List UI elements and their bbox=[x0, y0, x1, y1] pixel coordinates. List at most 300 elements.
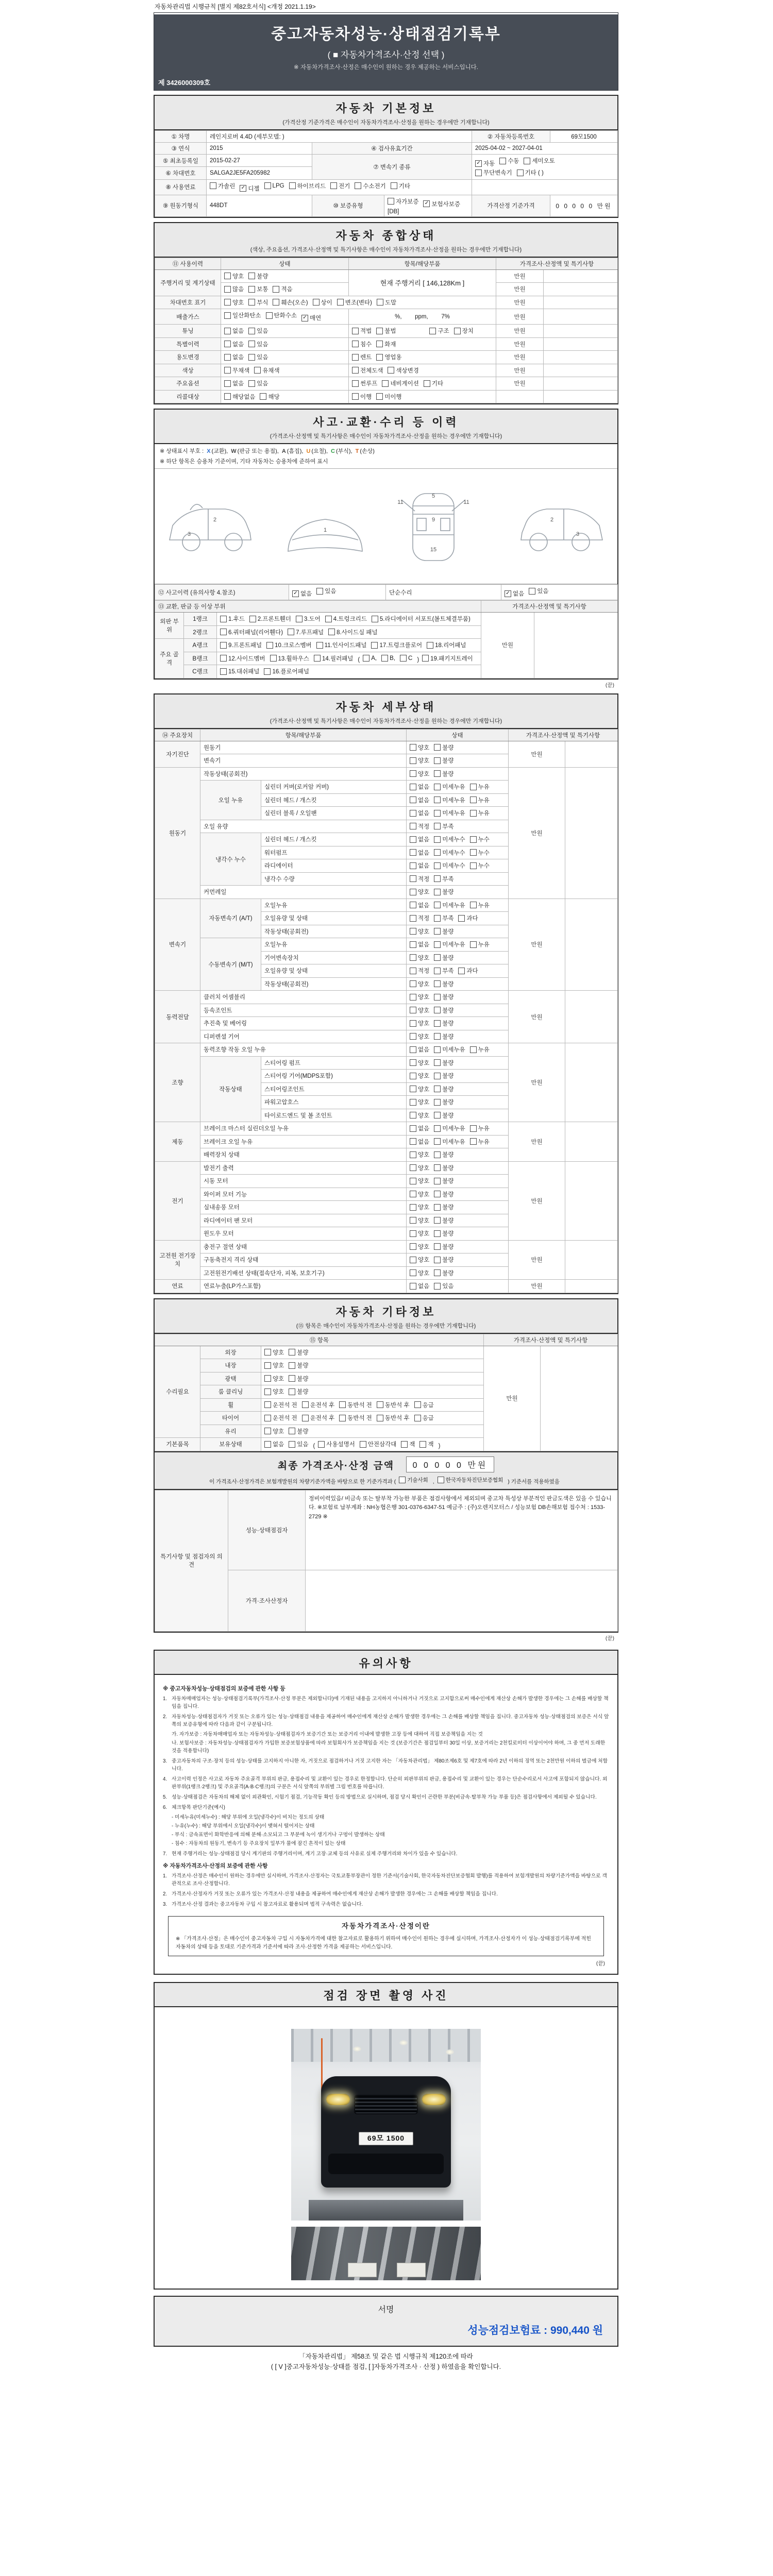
checkbox-item[interactable] bbox=[410, 1006, 429, 1014]
checkbox-item[interactable] bbox=[410, 756, 429, 765]
checkbox-item[interactable] bbox=[220, 654, 265, 663]
checkbox-item[interactable] bbox=[434, 1019, 453, 1027]
checkbox-item[interactable] bbox=[410, 980, 429, 988]
checkbox-item[interactable] bbox=[505, 589, 524, 598]
checkbox-item[interactable] bbox=[273, 298, 308, 307]
checkbox[interactable] bbox=[264, 1441, 271, 1448]
checkbox[interactable] bbox=[224, 393, 231, 400]
checkbox-item[interactable] bbox=[434, 1243, 453, 1251]
checkbox-item[interactable] bbox=[264, 1440, 284, 1448]
checkbox-item[interactable] bbox=[224, 272, 244, 280]
checkbox-item[interactable] bbox=[220, 641, 262, 649]
checkbox[interactable] bbox=[273, 286, 279, 293]
checkbox-item[interactable] bbox=[410, 901, 429, 909]
checkbox[interactable] bbox=[264, 668, 271, 675]
checkbox-item[interactable] bbox=[434, 927, 453, 936]
checkbox-item[interactable] bbox=[339, 1401, 372, 1409]
checkbox[interactable] bbox=[410, 994, 416, 1001]
checkbox[interactable] bbox=[355, 182, 361, 189]
checkbox[interactable] bbox=[352, 380, 359, 387]
checkbox[interactable] bbox=[220, 668, 227, 675]
checkbox[interactable] bbox=[410, 1243, 416, 1250]
checkbox-item[interactable] bbox=[410, 1190, 429, 1198]
checkbox-item[interactable] bbox=[410, 809, 429, 817]
checkbox-item[interactable] bbox=[434, 914, 453, 922]
checkbox-item[interactable] bbox=[224, 366, 249, 375]
checkbox-item[interactable] bbox=[339, 1414, 372, 1422]
checkbox-item[interactable] bbox=[434, 743, 453, 752]
checkbox-item[interactable] bbox=[248, 327, 268, 335]
checkbox[interactable] bbox=[438, 1477, 444, 1483]
checkbox-item[interactable] bbox=[381, 655, 395, 662]
checkbox[interactable] bbox=[529, 588, 535, 595]
checkbox[interactable] bbox=[470, 902, 477, 908]
checkbox-item[interactable] bbox=[220, 667, 259, 675]
checkbox-item[interactable] bbox=[372, 615, 470, 623]
checkbox[interactable] bbox=[264, 1401, 271, 1408]
checkbox-item[interactable] bbox=[410, 861, 429, 870]
checkbox[interactable] bbox=[391, 182, 397, 189]
checkbox-item[interactable] bbox=[410, 1216, 429, 1225]
checkbox-item[interactable] bbox=[434, 861, 465, 870]
checkbox-item[interactable] bbox=[434, 796, 465, 804]
checkbox-item[interactable] bbox=[434, 822, 453, 831]
checkbox[interactable] bbox=[224, 328, 231, 334]
checkbox[interactable] bbox=[434, 1020, 441, 1027]
checkbox[interactable] bbox=[410, 823, 416, 829]
checkbox[interactable] bbox=[434, 823, 441, 829]
checkbox[interactable] bbox=[352, 367, 359, 374]
checkbox[interactable] bbox=[224, 341, 231, 347]
checkbox-item[interactable] bbox=[470, 1124, 490, 1132]
checkbox[interactable] bbox=[422, 655, 429, 662]
checkbox[interactable] bbox=[517, 170, 524, 176]
checkbox[interactable] bbox=[410, 1230, 416, 1237]
checkbox[interactable] bbox=[434, 954, 441, 961]
checkbox[interactable] bbox=[410, 1164, 416, 1171]
checkbox[interactable] bbox=[316, 588, 323, 595]
checkbox-item[interactable] bbox=[352, 327, 372, 335]
checkbox-item[interactable] bbox=[264, 1427, 284, 1435]
checkbox[interactable] bbox=[382, 380, 389, 387]
checkbox[interactable] bbox=[434, 1204, 441, 1211]
checkbox[interactable] bbox=[376, 341, 383, 347]
checkbox-item[interactable] bbox=[377, 1401, 410, 1409]
checkbox[interactable] bbox=[376, 393, 383, 400]
checkbox[interactable] bbox=[254, 367, 261, 374]
checkbox[interactable] bbox=[410, 1046, 416, 1053]
checkbox[interactable] bbox=[434, 1086, 441, 1092]
checkbox[interactable] bbox=[372, 616, 378, 622]
checkbox[interactable] bbox=[470, 810, 477, 817]
checkbox[interactable] bbox=[224, 354, 231, 361]
checkbox[interactable] bbox=[410, 1020, 416, 1027]
checkbox-item[interactable] bbox=[210, 182, 235, 190]
checkbox[interactable] bbox=[434, 1125, 441, 1132]
checkbox[interactable] bbox=[434, 862, 441, 869]
checkbox-item[interactable] bbox=[434, 967, 453, 975]
checkbox[interactable] bbox=[434, 1151, 441, 1158]
checkbox-item[interactable] bbox=[524, 157, 554, 165]
checkbox-item[interactable] bbox=[266, 641, 312, 649]
checkbox-item[interactable] bbox=[434, 1269, 453, 1277]
checkbox[interactable] bbox=[400, 655, 407, 662]
checkbox[interactable] bbox=[325, 616, 332, 622]
checkbox-item[interactable] bbox=[355, 182, 385, 190]
checkbox-item[interactable] bbox=[376, 327, 396, 335]
checkbox[interactable] bbox=[381, 655, 388, 662]
checkbox-item[interactable] bbox=[410, 875, 429, 883]
checkbox[interactable] bbox=[248, 354, 255, 361]
checkbox-item[interactable] bbox=[410, 1229, 429, 1238]
checkbox[interactable] bbox=[264, 1428, 271, 1434]
checkbox[interactable] bbox=[410, 862, 416, 869]
checkbox-item[interactable] bbox=[410, 1019, 429, 1027]
checkbox-item[interactable] bbox=[292, 589, 312, 598]
checkbox-item[interactable] bbox=[296, 615, 321, 623]
checkbox[interactable] bbox=[316, 642, 323, 649]
checkbox-item[interactable] bbox=[434, 954, 453, 962]
checkbox[interactable] bbox=[470, 784, 477, 790]
checkbox-item[interactable] bbox=[224, 298, 244, 307]
checkbox-item[interactable] bbox=[434, 1124, 465, 1132]
checkbox-item[interactable] bbox=[423, 200, 460, 208]
checkbox[interactable] bbox=[470, 1138, 477, 1145]
checkbox[interactable] bbox=[266, 642, 273, 649]
checkbox-item[interactable] bbox=[529, 587, 548, 595]
checkbox-item[interactable] bbox=[264, 1401, 297, 1409]
checkbox[interactable] bbox=[414, 1415, 421, 1421]
checkbox[interactable] bbox=[434, 1112, 441, 1118]
checkbox-item[interactable] bbox=[434, 980, 453, 988]
checkbox-item[interactable] bbox=[410, 1124, 429, 1132]
checkbox[interactable] bbox=[424, 380, 430, 387]
checkbox-item[interactable] bbox=[410, 1243, 429, 1251]
checkbox[interactable] bbox=[434, 796, 441, 803]
checkbox-item[interactable] bbox=[410, 1150, 429, 1159]
checkbox-item[interactable] bbox=[434, 835, 465, 843]
checkbox[interactable] bbox=[410, 757, 416, 764]
checkbox[interactable] bbox=[266, 312, 273, 319]
checkbox-item[interactable] bbox=[410, 835, 429, 843]
checkbox[interactable] bbox=[264, 182, 271, 189]
checkbox[interactable] bbox=[434, 1046, 441, 1053]
checkbox-item[interactable] bbox=[260, 393, 279, 401]
checkbox[interactable] bbox=[248, 286, 255, 293]
checkbox-item[interactable] bbox=[434, 1190, 453, 1198]
checkbox-item[interactable] bbox=[316, 641, 367, 649]
checkbox[interactable] bbox=[410, 1086, 416, 1092]
checkbox[interactable] bbox=[410, 1073, 416, 1079]
checkbox[interactable] bbox=[434, 784, 441, 790]
checkbox[interactable] bbox=[434, 1178, 441, 1184]
checkbox-item[interactable] bbox=[377, 298, 396, 307]
checkbox[interactable] bbox=[377, 1401, 383, 1408]
checkbox-item[interactable] bbox=[266, 311, 297, 319]
checkbox-item[interactable] bbox=[414, 1401, 434, 1409]
checkbox-item[interactable] bbox=[410, 1138, 429, 1146]
checkbox-item[interactable] bbox=[289, 1387, 308, 1396]
checkbox[interactable] bbox=[434, 928, 441, 935]
checkbox[interactable] bbox=[264, 1415, 271, 1421]
checkbox[interactable] bbox=[470, 849, 477, 856]
checkbox-item[interactable] bbox=[427, 641, 466, 649]
checkbox-item[interactable] bbox=[289, 1375, 308, 1383]
checkbox[interactable] bbox=[410, 744, 416, 751]
checkbox-item[interactable] bbox=[414, 1414, 434, 1422]
checkbox[interactable]: ✓ bbox=[292, 590, 299, 597]
checkbox[interactable] bbox=[224, 299, 231, 306]
checkbox[interactable] bbox=[248, 273, 255, 279]
checkbox-item[interactable] bbox=[434, 1032, 453, 1041]
checkbox-item[interactable] bbox=[337, 298, 372, 307]
checkbox[interactable] bbox=[318, 1441, 325, 1448]
checkbox-item[interactable] bbox=[410, 1164, 429, 1172]
checkbox-item[interactable] bbox=[410, 1282, 429, 1290]
checkbox-item[interactable] bbox=[410, 822, 429, 831]
checkbox-item[interactable] bbox=[475, 159, 495, 167]
checkbox-item[interactable] bbox=[264, 1361, 284, 1369]
checkbox[interactable] bbox=[314, 655, 321, 662]
checkbox-item[interactable] bbox=[224, 379, 244, 387]
checkbox[interactable] bbox=[401, 1441, 408, 1448]
checkbox-item[interactable] bbox=[248, 298, 268, 307]
checkbox-item[interactable] bbox=[410, 954, 429, 962]
checkbox[interactable] bbox=[352, 328, 359, 334]
checkbox[interactable]: ✓ bbox=[423, 200, 430, 207]
checkbox[interactable] bbox=[270, 655, 277, 662]
checkbox-item[interactable] bbox=[352, 379, 377, 387]
checkbox-item[interactable] bbox=[264, 1375, 284, 1383]
checkbox[interactable] bbox=[289, 1388, 295, 1395]
checkbox[interactable] bbox=[224, 312, 231, 319]
checkbox-item[interactable] bbox=[224, 353, 244, 361]
checkbox-item[interactable] bbox=[270, 654, 309, 663]
checkbox[interactable]: ✓ bbox=[301, 315, 308, 321]
checkbox-item[interactable] bbox=[434, 1150, 453, 1159]
checkbox-item[interactable] bbox=[401, 1440, 415, 1448]
checkbox[interactable] bbox=[220, 629, 227, 635]
checkbox-item[interactable] bbox=[302, 1414, 335, 1422]
checkbox-item[interactable] bbox=[248, 379, 268, 387]
checkbox-item[interactable] bbox=[470, 940, 490, 948]
checkbox[interactable] bbox=[377, 1415, 383, 1421]
checkbox-item[interactable] bbox=[434, 1059, 453, 1067]
checkbox-item[interactable] bbox=[352, 366, 383, 375]
checkbox-item[interactable] bbox=[400, 655, 412, 662]
checkbox[interactable] bbox=[410, 902, 416, 908]
checkbox[interactable]: ✓ bbox=[505, 590, 511, 597]
checkbox[interactable] bbox=[458, 968, 465, 974]
checkbox[interactable] bbox=[260, 393, 266, 400]
checkbox-item[interactable] bbox=[410, 743, 429, 752]
checkbox-item[interactable] bbox=[434, 1164, 453, 1172]
checkbox[interactable] bbox=[224, 380, 231, 387]
checkbox-item[interactable] bbox=[434, 1111, 453, 1120]
checkbox-item[interactable] bbox=[410, 770, 429, 778]
checkbox-item[interactable] bbox=[273, 285, 292, 293]
checkbox-item[interactable] bbox=[352, 393, 372, 401]
checkbox[interactable] bbox=[434, 1073, 441, 1079]
checkbox-item[interactable] bbox=[434, 1138, 465, 1146]
checkbox[interactable] bbox=[289, 1441, 295, 1448]
checkbox-item[interactable] bbox=[434, 993, 453, 1001]
checkbox[interactable] bbox=[339, 1401, 346, 1408]
checkbox-item[interactable] bbox=[434, 888, 453, 896]
checkbox-item[interactable] bbox=[410, 1111, 429, 1120]
checkbox-item[interactable] bbox=[434, 1085, 453, 1093]
checkbox[interactable] bbox=[210, 182, 216, 189]
checkbox-item[interactable] bbox=[264, 1414, 297, 1422]
checkbox[interactable] bbox=[427, 642, 433, 649]
checkbox[interactable] bbox=[434, 1099, 441, 1106]
checkbox-item[interactable] bbox=[434, 770, 453, 778]
checkbox[interactable] bbox=[410, 1099, 416, 1106]
checkbox[interactable] bbox=[434, 980, 441, 987]
checkbox-item[interactable] bbox=[289, 182, 326, 190]
checkbox-item[interactable] bbox=[438, 1476, 503, 1484]
checkbox-item[interactable] bbox=[248, 285, 268, 293]
checkbox-item[interactable] bbox=[224, 285, 244, 293]
checkbox-item[interactable] bbox=[376, 353, 401, 361]
checkbox-item[interactable] bbox=[289, 1361, 308, 1369]
checkbox-item[interactable] bbox=[248, 340, 268, 348]
checkbox[interactable] bbox=[220, 642, 227, 649]
checkbox[interactable] bbox=[313, 299, 320, 306]
checkbox[interactable] bbox=[434, 849, 441, 856]
checkbox-item[interactable] bbox=[313, 298, 332, 307]
checkbox[interactable] bbox=[410, 1178, 416, 1184]
checkbox-item[interactable] bbox=[410, 1203, 429, 1211]
checkbox-item[interactable] bbox=[249, 615, 291, 623]
checkbox-item[interactable] bbox=[434, 1098, 453, 1106]
checkbox[interactable] bbox=[289, 1349, 295, 1355]
checkbox[interactable] bbox=[470, 862, 477, 869]
checkbox[interactable] bbox=[264, 1349, 271, 1355]
checkbox-item[interactable] bbox=[470, 901, 490, 909]
checkbox[interactable] bbox=[410, 770, 416, 777]
checkbox[interactable] bbox=[248, 341, 255, 347]
checkbox-item[interactable] bbox=[424, 379, 443, 387]
checkbox[interactable] bbox=[377, 299, 383, 306]
checkbox-item[interactable] bbox=[434, 1256, 453, 1264]
checkbox[interactable] bbox=[410, 1138, 416, 1145]
checkbox-item[interactable] bbox=[410, 849, 429, 857]
checkbox[interactable] bbox=[220, 655, 227, 662]
checkbox-item[interactable] bbox=[289, 1440, 308, 1448]
checkbox-item[interactable] bbox=[376, 393, 401, 401]
checkbox[interactable] bbox=[410, 849, 416, 856]
checkbox-item[interactable] bbox=[470, 835, 490, 843]
checkbox-item[interactable] bbox=[224, 340, 244, 348]
checkbox-item[interactable] bbox=[352, 340, 372, 348]
checkbox[interactable] bbox=[434, 757, 441, 764]
checkbox[interactable] bbox=[475, 170, 482, 176]
checkbox[interactable] bbox=[434, 968, 441, 974]
checkbox[interactable] bbox=[434, 1269, 441, 1276]
checkbox[interactable] bbox=[410, 1033, 416, 1040]
checkbox[interactable] bbox=[352, 341, 359, 347]
checkbox-item[interactable] bbox=[475, 168, 512, 177]
checkbox[interactable] bbox=[410, 889, 416, 895]
checkbox[interactable] bbox=[410, 968, 416, 974]
checkbox[interactable] bbox=[410, 980, 416, 987]
checkbox-item[interactable] bbox=[264, 667, 309, 675]
checkbox-item[interactable] bbox=[434, 1006, 453, 1014]
checkbox-item[interactable] bbox=[470, 861, 490, 870]
checkbox-item[interactable] bbox=[410, 888, 429, 896]
checkbox[interactable] bbox=[224, 367, 231, 374]
checkbox-item[interactable] bbox=[410, 1045, 429, 1054]
checkbox-item[interactable] bbox=[434, 1282, 453, 1290]
checkbox-item[interactable] bbox=[434, 1177, 453, 1185]
checkbox[interactable] bbox=[434, 1217, 441, 1224]
checkbox-item[interactable] bbox=[371, 641, 422, 649]
checkbox-item[interactable] bbox=[470, 849, 490, 857]
checkbox-item[interactable] bbox=[499, 157, 519, 165]
checkbox-item[interactable] bbox=[264, 1348, 284, 1357]
checkbox-item[interactable] bbox=[434, 1216, 453, 1225]
checkbox-item[interactable] bbox=[248, 272, 268, 280]
checkbox-item[interactable] bbox=[419, 1440, 433, 1448]
checkbox-item[interactable] bbox=[434, 940, 465, 948]
checkbox-item[interactable] bbox=[410, 993, 429, 1001]
checkbox[interactable] bbox=[410, 928, 416, 935]
checkbox-item[interactable] bbox=[301, 314, 321, 322]
checkbox-item[interactable] bbox=[470, 1138, 490, 1146]
checkbox-item[interactable] bbox=[410, 967, 429, 975]
checkbox[interactable]: ✓ bbox=[475, 160, 482, 167]
checkbox-item[interactable] bbox=[325, 615, 367, 623]
checkbox-item[interactable] bbox=[302, 1401, 335, 1409]
checkbox[interactable] bbox=[410, 1283, 416, 1290]
checkbox[interactable] bbox=[289, 1375, 295, 1382]
checkbox-item[interactable] bbox=[410, 796, 429, 804]
checkbox[interactable] bbox=[410, 810, 416, 817]
checkbox-item[interactable] bbox=[410, 1177, 429, 1185]
checkbox[interactable] bbox=[410, 954, 416, 961]
checkbox-item[interactable] bbox=[429, 327, 449, 335]
checkbox-item[interactable] bbox=[264, 182, 284, 189]
checkbox-item[interactable] bbox=[316, 587, 336, 595]
checkbox-item[interactable] bbox=[458, 914, 478, 922]
checkbox[interactable] bbox=[248, 299, 255, 306]
checkbox[interactable] bbox=[434, 994, 441, 1001]
checkbox[interactable] bbox=[470, 1046, 477, 1053]
checkbox-item[interactable] bbox=[240, 184, 259, 193]
checkbox-item[interactable] bbox=[388, 197, 418, 206]
checkbox-item[interactable] bbox=[363, 655, 377, 662]
checkbox[interactable] bbox=[434, 915, 441, 922]
checkbox-item[interactable] bbox=[434, 849, 465, 857]
checkbox-item[interactable] bbox=[264, 1387, 284, 1396]
checkbox[interactable] bbox=[248, 328, 255, 334]
checkbox[interactable] bbox=[434, 1230, 441, 1237]
checkbox[interactable] bbox=[264, 1375, 271, 1382]
checkbox[interactable] bbox=[296, 616, 303, 622]
checkbox-item[interactable] bbox=[410, 1059, 429, 1067]
checkbox-item[interactable] bbox=[470, 1045, 490, 1054]
checkbox[interactable] bbox=[410, 1217, 416, 1224]
checkbox-item[interactable] bbox=[434, 1203, 453, 1211]
checkbox[interactable] bbox=[360, 1441, 366, 1448]
checkbox[interactable] bbox=[410, 1257, 416, 1263]
checkbox[interactable] bbox=[363, 655, 369, 662]
checkbox-item[interactable] bbox=[410, 1098, 429, 1106]
checkbox[interactable] bbox=[434, 875, 441, 882]
checkbox-item[interactable] bbox=[434, 901, 465, 909]
checkbox-item[interactable] bbox=[248, 353, 268, 361]
